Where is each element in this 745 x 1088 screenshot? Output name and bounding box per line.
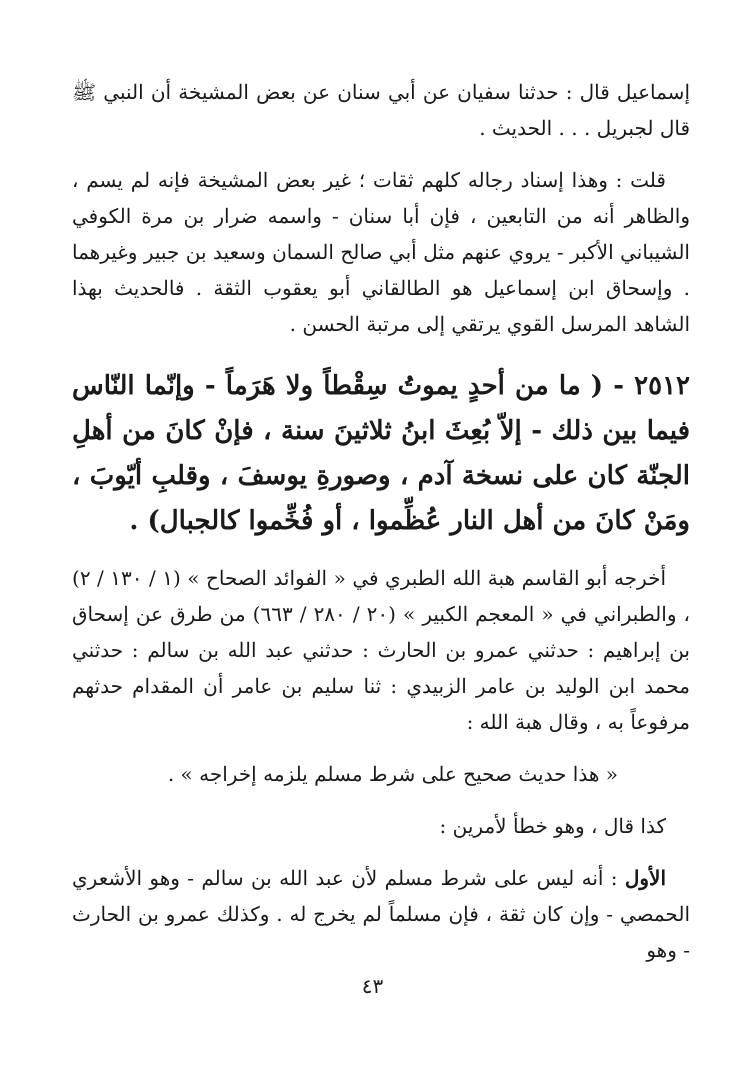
hadith-text: ٢٥١٢ - ( ما من أحدٍ يموتُ سِقْطاً ولا هَرَماً - وإنّما النّاس فيما بين ذلك - إلاّ بُعِثَ ابنُ ثلاثينَ سنة ، فإنْ كانَ من أهلِ الجنّة كان على نسخة آدم ، وصورةِ يوسفَ ، وقلبِ أيّوبَ ، ومَنْ كانَ من أهل النار عُظِّموا ، أو فُخِّموا كالجبال) . — [72, 371, 690, 536]
paragraph-objection: كذا قال ، وهو خطأ لأمرين : — [439, 814, 666, 838]
paragraph-first-reason — [72, 860, 690, 968]
first-reason-text: : أنه ليس على شرط مسلم لأن عبد الله بن سالم - وهو الأشعري الحمصي - وإن كان ثقة ، فإن مسلماً لم يخرج له . وكذلك عمرو بن الحارث - وهو — [72, 866, 690, 962]
page-number: ٤٣ — [361, 974, 384, 998]
quoted-statement: « هذا حديث صحيح على شرط مسلم يلزمه إخراجه » . — [167, 762, 618, 786]
paragraph-commentary: قلت : وهذا إسناد رجاله كلهم ثقات ؛ غير بعض المشيخة فإنه لم يسم ، والظاهر أنه من التابعين ، فإن أبا سنان - واسمه ضرار بن مرة الكوفي الشيباني الأكبر - يروي عنهم مثل أبي صالح السمان وسعيد بن جبير وغيرهما . وإسحاق ابن إسماعيل هو الطالقاني أبو يعقوب الثقة . فالحديث بهذا الشاهد المرسل القوي يرتقي إلى مرتبة الحسن . — [72, 168, 690, 336]
page-body — [72, 74, 690, 1088]
first-reason-label: الأول — [624, 866, 667, 890]
paragraph-takhrij: أخرجه أبو القاسم هبة الله الطبري في « الفوائد الصحاح » (١ / ١٣٠ / ٢) ، والطبراني في « المعجم الكبير » (٢٠ / ٢٨٠ / ٦٦٣) من طرق عن إسحاق بن إبراهيم : حدثني عمرو بن الحارث : حدثني عبد الله بن سالم : حدثني محمد ابن الوليد بن عامر الزبيدي : ثنا سليم بن عامر أن المقدام حدثهم مرفوعاً به ، وقال هبة الله : — [72, 566, 691, 734]
paragraph-continuation: إسماعيل قال : حدثنا سفيان عن أبي سنان عن بعض المشيخة أن النبي ﷺ قال لجبريل . . . الحديث . — [72, 80, 690, 140]
